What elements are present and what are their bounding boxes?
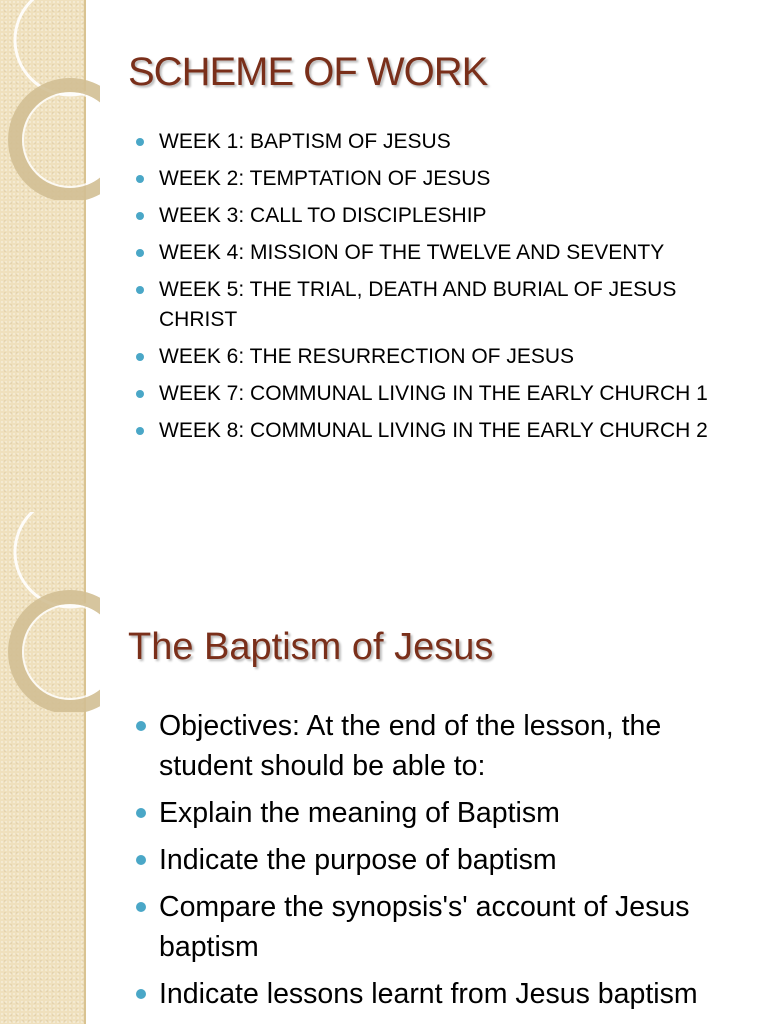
sidebar-edge: [84, 0, 86, 512]
bullet-dot-icon: [136, 138, 144, 146]
bullet-dot-icon: [136, 808, 146, 818]
list-item-text: Indicate lessons learnt from Jesus baptism: [159, 978, 698, 1010]
list-item: [136, 887, 756, 967]
objectives-list: [136, 706, 756, 1021]
list-item-text: WEEK 7: COMMUNAL LIVING IN THE EARLY CHURCH 1: [159, 382, 708, 405]
bullet-dot-icon: [136, 902, 146, 912]
week-list: [136, 127, 746, 453]
bullet-dot-icon: [136, 427, 144, 435]
list-item: [136, 379, 746, 409]
list-item-text: WEEK 5: THE TRIAL, DEATH AND BURIAL OF JESUS CHRIST: [159, 278, 677, 331]
bullet-dot-icon: [136, 721, 146, 731]
decorative-sidebar: [0, 512, 84, 1024]
bullet-dot-icon: [136, 989, 146, 999]
bullet-dot-icon: [136, 390, 144, 398]
list-item-text: WEEK 2: TEMPTATION OF JESUS: [159, 167, 491, 190]
decorative-sidebar: [0, 0, 84, 512]
list-item: [136, 706, 756, 786]
list-item-text: WEEK 6: THE RESURRECTION OF JESUS: [159, 345, 575, 368]
list-item: [136, 275, 746, 335]
list-item: [136, 127, 746, 157]
list-item: [136, 164, 746, 194]
list-item: [136, 201, 746, 231]
list-item: [136, 416, 746, 446]
list-item: [136, 238, 746, 268]
bullet-dot-icon: [136, 212, 144, 220]
list-item: [136, 342, 746, 372]
list-item-text: Compare the synopsis's' account of Jesus baptism: [159, 891, 690, 963]
list-item-text: Explain the meaning of Baptism: [159, 797, 560, 829]
list-item: [136, 793, 756, 833]
list-item-text: Objectives: At the end of the lesson, the student should be able to:: [159, 710, 662, 782]
slide-title: SCHEME OF WORK: [128, 50, 488, 94]
bullet-dot-icon: [136, 855, 146, 865]
list-item-text: Indicate the purpose of baptism: [159, 844, 557, 876]
sidebar-edge: [84, 512, 86, 1024]
list-item-text: WEEK 1: BAPTISM OF JESUS: [159, 130, 451, 153]
list-item-text: WEEK 4: MISSION OF THE TWELVE AND SEVENTY: [159, 241, 665, 264]
slide-baptism-of-jesus: [0, 512, 768, 1024]
slide-title: The Baptism of Jesus: [128, 626, 494, 668]
bullet-dot-icon: [136, 353, 144, 361]
list-item-text: WEEK 3: CALL TO DISCIPLESHIP: [159, 204, 487, 227]
list-item: [136, 840, 756, 880]
list-item: [136, 974, 756, 1014]
bullet-dot-icon: [136, 249, 144, 257]
bullet-dot-icon: [136, 286, 144, 294]
bullet-dot-icon: [136, 175, 144, 183]
list-item-text: WEEK 8: COMMUNAL LIVING IN THE EARLY CHURCH 2: [159, 419, 708, 442]
